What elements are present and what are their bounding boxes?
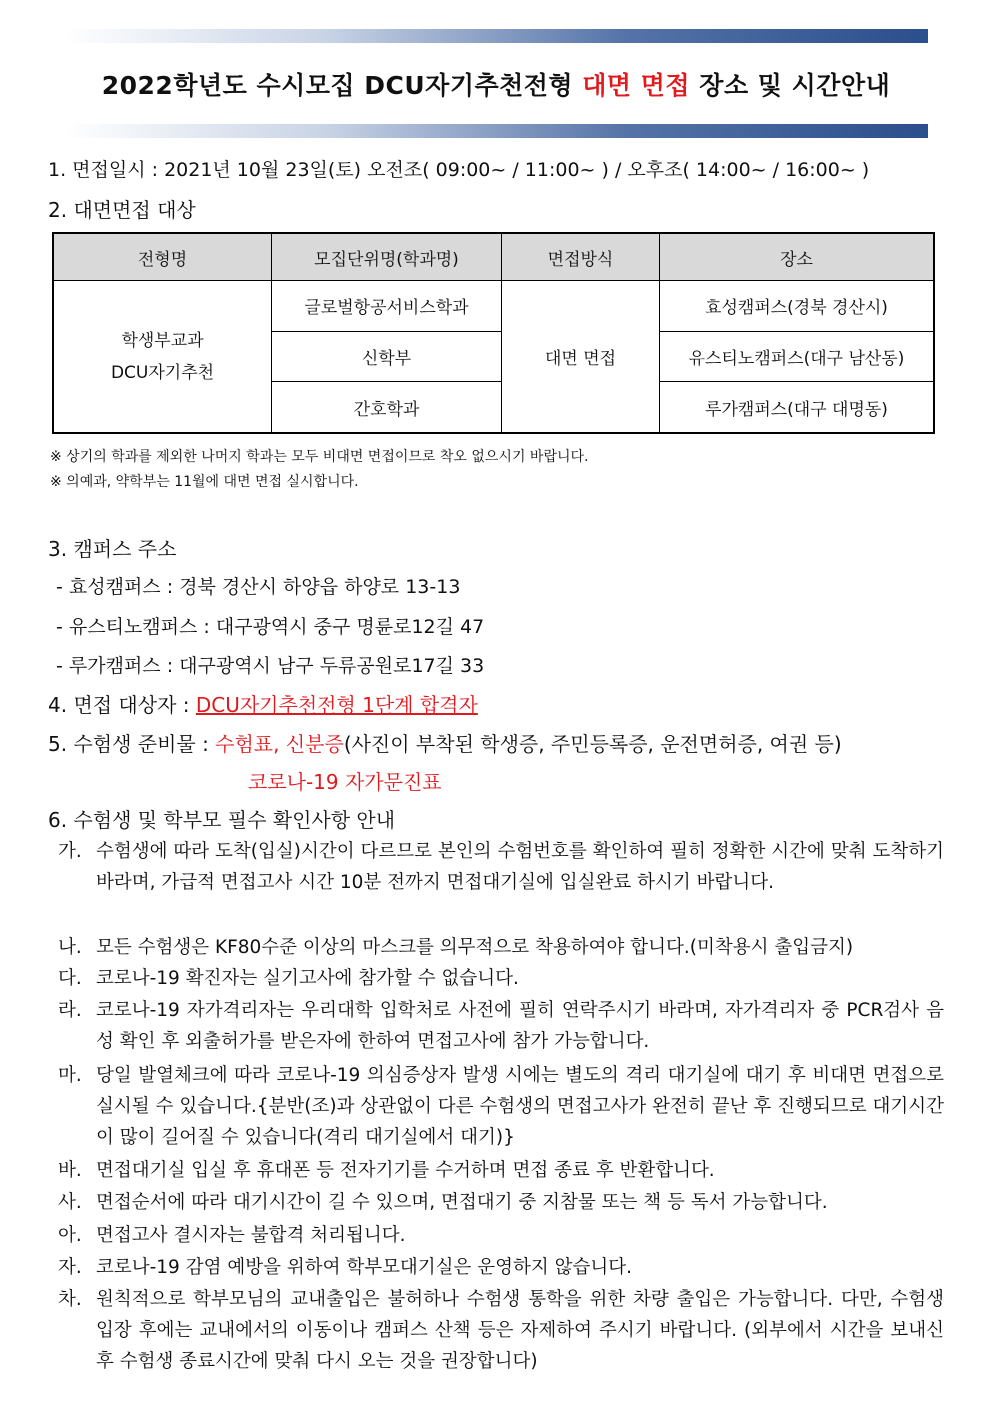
title-part: 장소 및 시간안내 — [690, 71, 891, 100]
notice-text: 면접고사 결시자는 불합격 처리됩니다. — [96, 1225, 406, 1246]
notice-item — [58, 1060, 944, 1153]
section-materials — [48, 728, 842, 757]
notice-label: 다. — [58, 968, 82, 989]
campus-address: - 루가캠퍼스 : 대구광역시 남구 두류공원로17길 33 — [56, 655, 485, 677]
notice-item — [58, 1284, 944, 1377]
place-cell: 유스티노캠퍼스(대구 남산동) — [660, 331, 935, 382]
notice-text: 모든 수험생은 KF80수준 이상의 마스크를 의무적으로 착용하여야 합니다.(미착용시 출입금지) — [96, 937, 854, 958]
notice-label: 가. — [58, 841, 82, 862]
notice-item — [58, 1187, 944, 1218]
section-target-title: 2. 대면면접 대상 — [48, 198, 196, 222]
notice-label: 나. — [58, 937, 82, 958]
notice-label: 바. — [58, 1160, 82, 1181]
interviewee-value: DCU자기추천전형 1단계 합격자 — [195, 693, 478, 717]
place-cell: 효성캠퍼스(경북 경산시) — [660, 281, 935, 332]
campus-address: - 효성캠퍼스 : 경북 경산시 하양읍 하양로 13-13 — [56, 576, 461, 598]
admission-type-line: DCU자기추천 — [110, 362, 215, 383]
interview-target-table — [52, 232, 935, 434]
section-notice-title: 6. 수험생 및 학부모 필수 확인사항 안내 — [48, 808, 396, 832]
notice-item — [58, 963, 944, 994]
dept-cell: 신학부 — [272, 331, 502, 382]
campus-address: - 유스티노캠퍼스 : 대구광역시 중구 명륜로12길 47 — [56, 616, 485, 638]
table-note: ※ 상기의 학과를 제외한 나머지 학과는 모두 비대면 면접이므로 착오 없으시기 바랍니다. — [50, 449, 589, 465]
header-cell: 모집단위명(학과명) — [272, 233, 502, 281]
method-cell: 대면 면접 — [502, 281, 660, 434]
section-interview-datetime: 1. 면접일시 : 2021년 10월 23일(토) 오전조( 09:00~ / 11:00~ ) / 오후조( 14:00~ / 16:00~ ) — [48, 159, 870, 181]
materials-line2: 코로나-19 자가문진표 — [248, 770, 442, 794]
notice-item — [58, 1155, 944, 1186]
notice-label: 라. — [58, 1000, 82, 1021]
materials-detail: (사진이 부착된 학생증, 주민등록증, 운전면허증, 여권 등) — [343, 732, 842, 756]
header-cell: 전형명 — [53, 233, 272, 281]
section-interviewee — [48, 689, 478, 718]
notice-text: 수험생에 따라 도착(입실)시간이 다르므로 본인의 수험번호를 확인하여 필히 정확한 시간에 맞춰 도착하기 바라며, 가급적 면접고사 시간 10분 전까지 면접대기실에 입실완료 하시기 바랍니다. — [96, 841, 944, 893]
dept-cell: 간호학과 — [272, 382, 502, 433]
notice-text: 면접순서에 따라 대기시간이 길 수 있으며, 면접대기 중 지참물 또는 책 등 독서 가능합니다. — [96, 1192, 828, 1213]
header-cell: 면접방식 — [502, 233, 660, 281]
section-campus-title: 3. 캠퍼스 주소 — [48, 537, 177, 561]
page-title — [0, 66, 992, 102]
notice-text: 코로나-19 자가격리자는 우리대학 입학처로 사전에 필히 연락주시기 바라며, 자가격리자 중 PCR검사 음성 확인 후 외출허가를 받은자에 한하여 면접고사에 참가 가능합니다. — [96, 1000, 944, 1052]
admission-type-cell — [53, 281, 272, 434]
notice-label: 차. — [58, 1289, 82, 1310]
notice-text: 코로나-19 확진자는 실기고사에 참가할 수 없습니다. — [96, 968, 519, 989]
admission-type-line: 학생부교과 — [121, 330, 204, 351]
notice-item — [58, 836, 944, 898]
notice-item — [58, 995, 944, 1057]
notice-label: 마. — [58, 1065, 82, 1086]
notice-label: 사. — [58, 1192, 82, 1213]
section-label: 4. 면접 대상자 : — [48, 693, 196, 717]
notice-item — [58, 932, 944, 963]
table-note: ※ 의예과, 약학부는 11월에 대면 면접 실시합니다. — [50, 474, 359, 490]
notice-text: 원칙적으로 학부모님의 교내출입은 불허하나 수험생 통학을 위한 차량 출입은 가능합니다. 다만, 수험생 입장 후에는 교내에서의 이동이나 캠퍼스 산책 등은 자제하여 주시기 바랍니다. (외부에서 시간을 보내신 후 수험생 종료시간에 맞춰 다시 오는 것을 권장합니다) — [96, 1289, 944, 1372]
section-label: 5. 수험생 준비물 : — [48, 732, 216, 756]
header-cell: 장소 — [660, 233, 935, 281]
place-cell: 루가캠퍼스(대구 대명동) — [660, 382, 935, 433]
bottom-decorative-bar — [64, 124, 928, 138]
notice-item — [58, 1220, 944, 1251]
materials-required: 수험표, 신분증 — [215, 732, 344, 756]
notice-label: 자. — [58, 1257, 82, 1278]
dept-cell: 글로벌항공서비스학과 — [272, 281, 502, 332]
notice-item — [58, 1252, 944, 1283]
notice-label: 아. — [58, 1225, 82, 1246]
title-highlight: 대면 면접 — [582, 71, 691, 100]
title-part: 2022학년도 수시모집 DCU자기추천전형 — [101, 71, 583, 100]
notice-text: 면접대기실 입실 후 휴대폰 등 전자기기를 수거하며 면접 종료 후 반환합니다. — [96, 1160, 715, 1181]
top-decorative-bar — [64, 29, 928, 43]
notice-text: 코로나-19 감염 예방을 위하여 학부모대기실은 운영하지 않습니다. — [96, 1257, 633, 1278]
notice-text: 당일 발열체크에 따라 코로나-19 의심증상자 발생 시에는 별도의 격리 대기실에 대기 후 비대면 면접으로 실시될 수 있습니다.{분반(조)과 상관없이 다른 수험생의 면접고사가 완전히 끝난 후 진행되므로 대기시간이 많이 길어질 수 있습니다(격리 대기실에서 대기)} — [96, 1065, 944, 1148]
